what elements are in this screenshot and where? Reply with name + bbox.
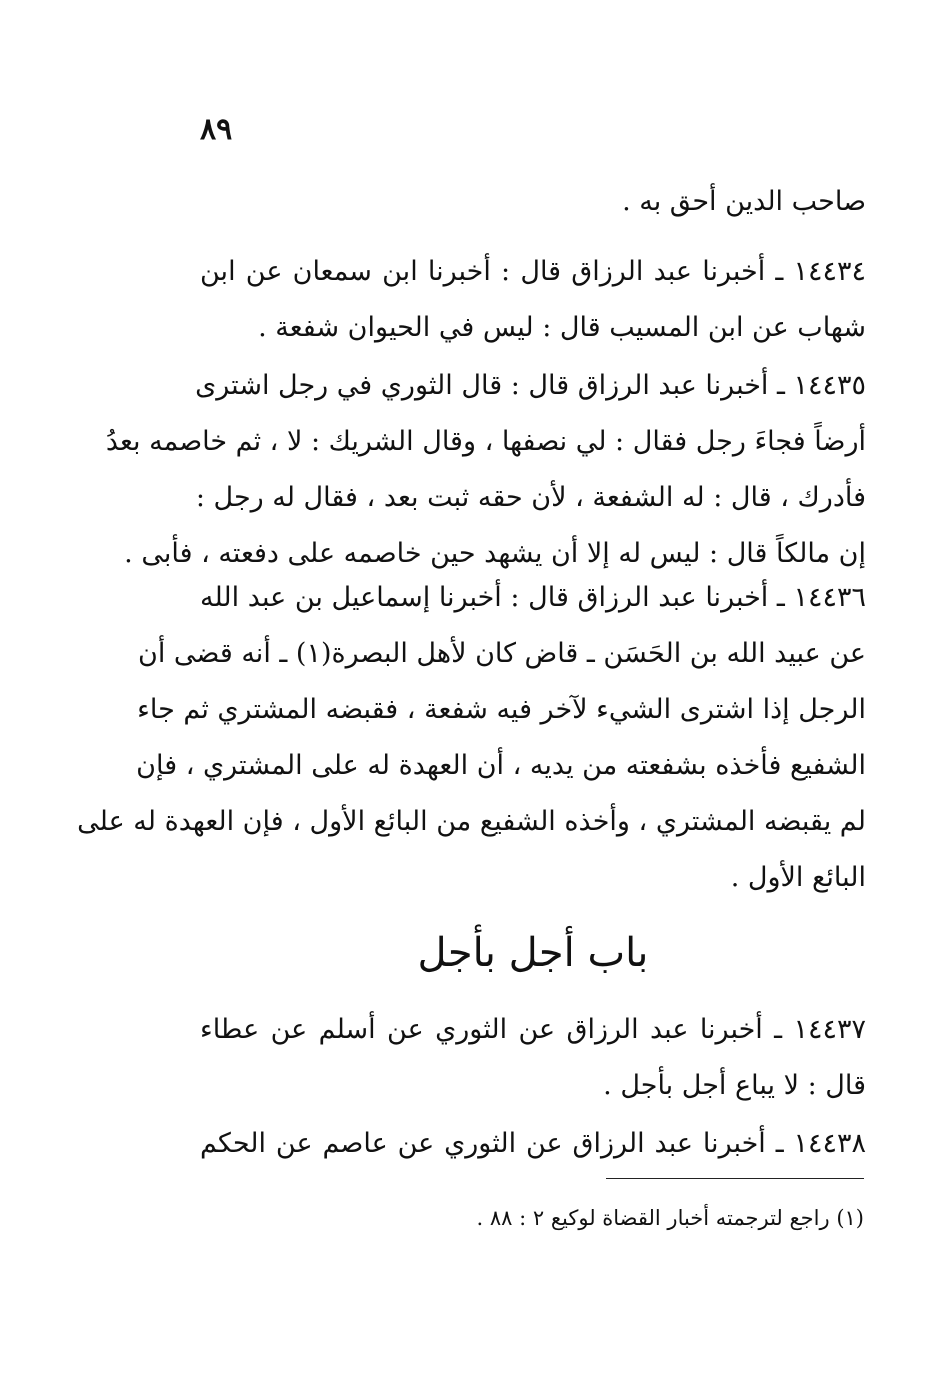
text-line: إن مالكاً قال : ليس له إلا أن يشهد حين خاصمه على دفعته ، فأبى . — [124, 538, 866, 569]
text-line: الشفيع فأخذه بشفعته من يديه ، أن العهدة له على المشتري ، فإن — [136, 750, 866, 781]
text-line: لم يقبضه المشتري ، وأخذه الشفيع من البائع الأول ، فإن العهدة له على — [77, 806, 866, 837]
hadith-14434 — [200, 244, 866, 356]
hadith-14438 — [200, 1116, 866, 1172]
text-line: ١٤٤٣٤ ـ أخبرنا عبد الرزاق قال : أخبرنا ابن سمعان عن ابن — [200, 256, 866, 287]
hadith-14435 — [105, 358, 866, 582]
text-line: فأدرك ، قال : له الشفعة ، لأن حقه ثبت بعد ، فقال له رجل : — [195, 482, 866, 513]
text-line: ١٤٤٣٥ ـ أخبرنا عبد الرزاق قال : قال الثوري في رجل اشترى — [195, 370, 866, 401]
text-line: ١٤٤٣٨ ـ أخبرنا عبد الرزاق عن الثوري عن عاصم عن الحكم — [200, 1128, 866, 1159]
text-line: ١٤٤٣٦ ـ أخبرنا عبد الرزاق قال : أخبرنا إسماعيل بن عبد الله — [200, 582, 866, 613]
footnote-divider — [606, 1178, 864, 1179]
text-line: شهاب عن ابن المسيب قال : ليس في الحيوان شفعة . — [258, 312, 866, 343]
page-number: ٨٩ — [200, 112, 233, 147]
text-line: قال : لا يباع أجل بأجل . — [603, 1070, 866, 1101]
hadith-14436 — [77, 570, 866, 906]
chapter-heading: باب أجل بأجل — [417, 930, 649, 976]
paragraph-continuation — [200, 174, 866, 230]
text-line: عن عبيد الله بن الحَسَن ـ قاض كان لأهل البصرة(١) ـ أنه قضى أن — [138, 638, 866, 669]
text-line: صاحب الدين أحق به . — [622, 186, 866, 217]
hadith-14437 — [200, 1002, 866, 1114]
text-line: الرجل إذا اشترى الشيء لآخر فيه شفعة ، فقبضه المشتري ثم جاء — [137, 694, 866, 725]
text-line: البائع الأول . — [730, 862, 866, 893]
text-line: ١٤٤٣٧ ـ أخبرنا عبد الرزاق عن الثوري عن أسلم عن عطاء — [200, 1014, 866, 1045]
footnote: (١) راجع لترجمته أخبار القضاة لوكيع ٢ : ٨٨ . — [476, 1206, 864, 1230]
text-line: أرضاً فجاءَ رجل فقال : لي نصفها ، وقال الشريك : لا ، ثم خاصمه بعدُ — [105, 426, 866, 457]
